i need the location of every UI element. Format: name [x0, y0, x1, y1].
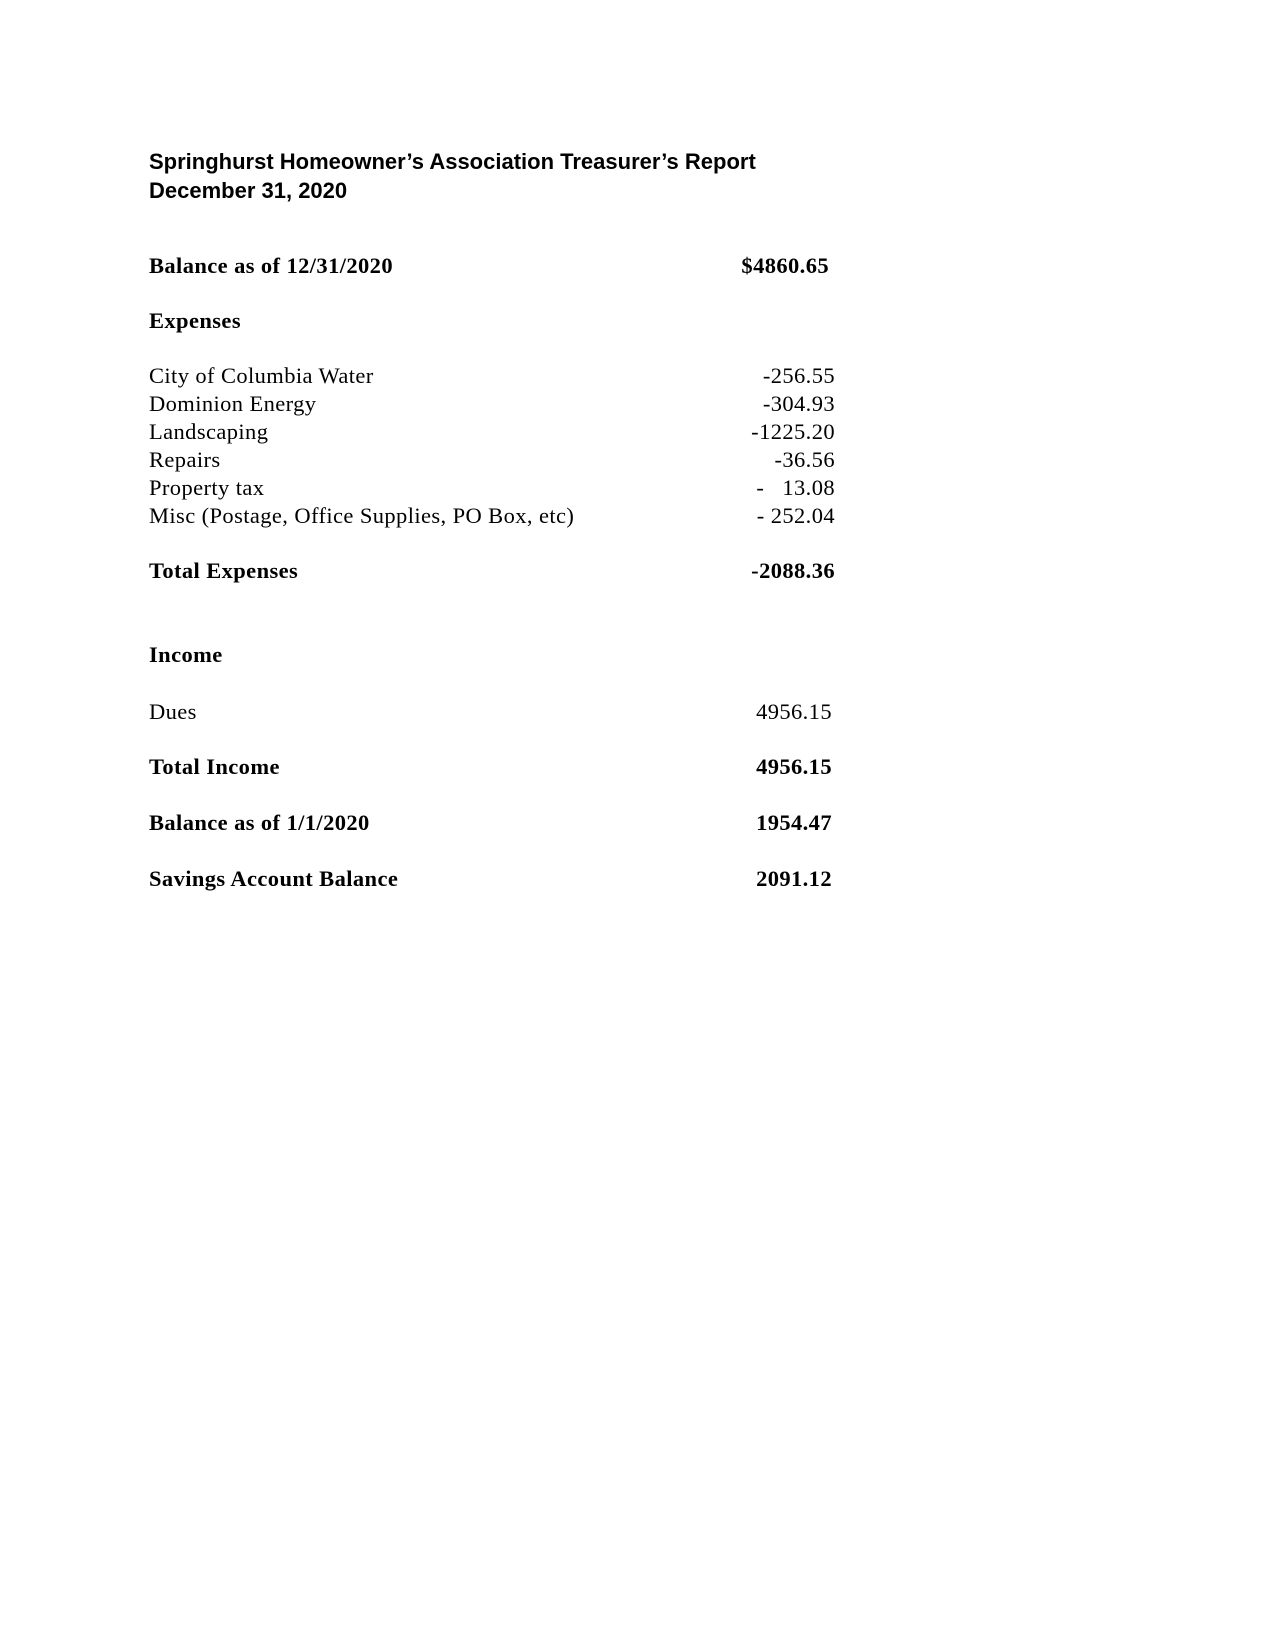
total-expenses-value: -2088.36 — [751, 558, 835, 583]
income-heading-row — [149, 640, 835, 670]
income-label: Dues — [149, 699, 197, 724]
expenses-heading-row — [149, 306, 835, 336]
expense-row — [149, 389, 835, 419]
balance-end-value: $4860.65 — [741, 253, 829, 278]
report-title — [149, 147, 756, 205]
expense-value: - 13.08 — [756, 475, 835, 500]
expense-value: -36.56 — [774, 447, 835, 472]
report-title-date: December 31, 2020 — [149, 178, 348, 203]
expense-row — [149, 445, 835, 475]
balance-end-row — [149, 251, 829, 281]
income-value: 4956.15 — [756, 699, 832, 724]
report-title-line-1: Springhurst Homeowner’s Association Treasurer’s Report — [149, 149, 756, 174]
total-expenses-label: Total Expenses — [149, 558, 299, 583]
total-income-row — [149, 752, 832, 782]
savings-row — [149, 864, 832, 894]
balance-start-value: 1954.47 — [756, 810, 832, 835]
expense-value: -256.55 — [762, 363, 835, 388]
expense-row — [149, 473, 835, 503]
expenses-heading: Expenses — [149, 308, 241, 333]
savings-value: 2091.12 — [756, 866, 832, 891]
expense-label: City of Columbia Water — [149, 363, 374, 388]
total-expenses-row — [149, 556, 835, 586]
total-income-value: 4956.15 — [756, 754, 832, 779]
expense-value: -1225.20 — [751, 419, 835, 444]
expense-label: Property tax — [149, 475, 265, 500]
expense-value: -304.93 — [762, 391, 835, 416]
expense-value: - 252.04 — [756, 503, 835, 528]
income-row — [149, 697, 832, 727]
expense-label: Dominion Energy — [149, 391, 317, 416]
savings-label: Savings Account Balance — [149, 866, 399, 891]
balance-start-row — [149, 808, 832, 838]
expense-label: Misc (Postage, Office Supplies, PO Box, etc) — [149, 503, 575, 528]
expense-row — [149, 417, 835, 447]
expense-row — [149, 501, 835, 531]
expense-label: Landscaping — [149, 419, 269, 444]
balance-end-label: Balance as of 12/31/2020 — [149, 253, 393, 278]
expense-row — [149, 361, 835, 391]
expense-label: Repairs — [149, 447, 221, 472]
balance-start-label: Balance as of 1/1/2020 — [149, 810, 370, 835]
total-income-label: Total Income — [149, 754, 280, 779]
income-heading: Income — [149, 642, 223, 667]
